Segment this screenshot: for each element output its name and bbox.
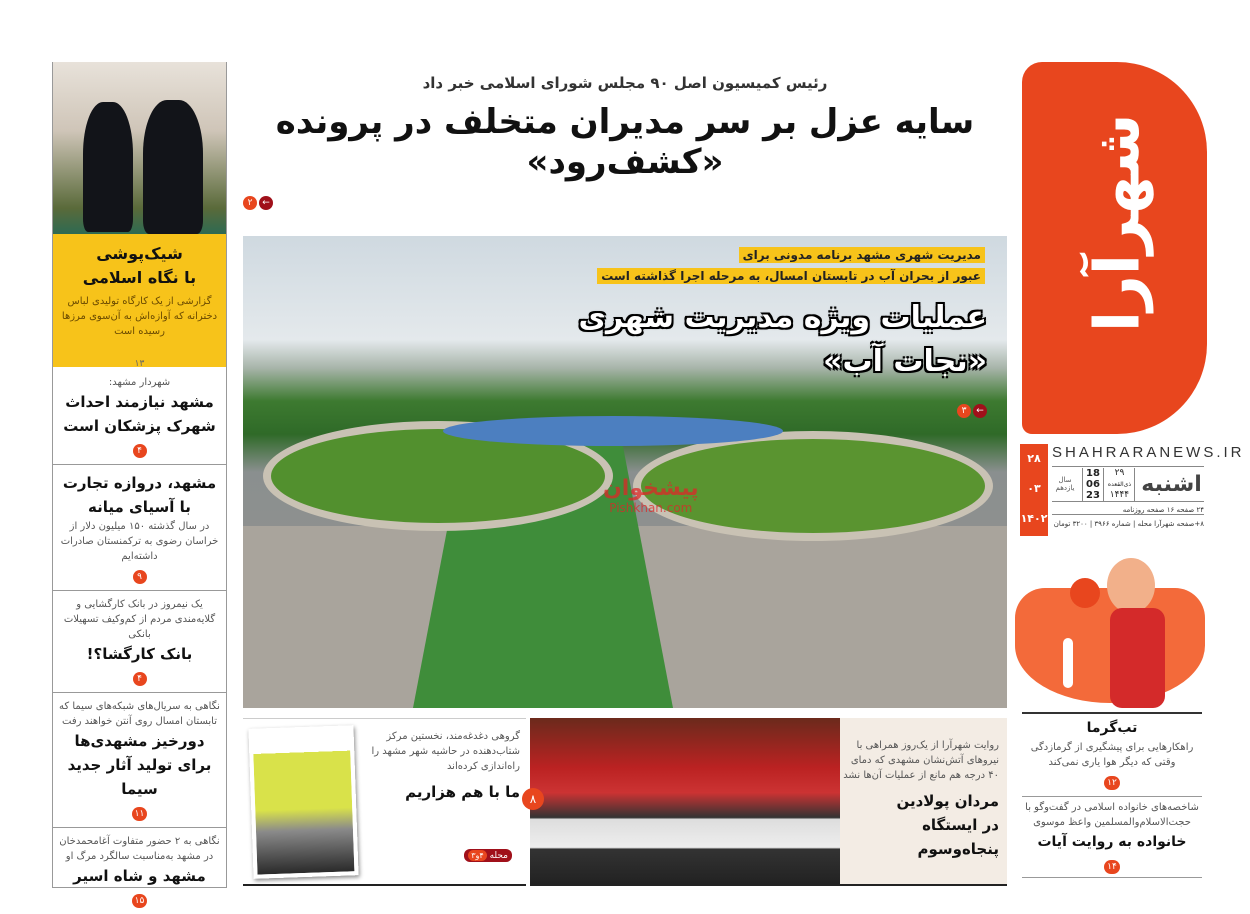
lead-headline: سایه عزل بر سر مدیران متخلف در پرونده «کشف‌رود» bbox=[275, 102, 975, 182]
summary: در سال گذشته ۱۵۰ میلیون دلار از خراسان رضوی به ترکمنستان صادرات داشته‌ایم bbox=[60, 521, 219, 562]
pages-line: ۲۴ صفحه ۱۶ صفحه روزنامه bbox=[1052, 506, 1204, 515]
page-badge: ۴ bbox=[133, 672, 147, 686]
lead-page-ref[interactable] bbox=[243, 196, 273, 210]
story-fashion[interactable] bbox=[53, 62, 226, 367]
heat-illustration bbox=[1015, 548, 1205, 708]
headline: در ایستگاه پنجاه‌وسوم bbox=[917, 816, 999, 858]
watermark-text: پیشخوان bbox=[603, 476, 699, 501]
headline: مشهد نیازمند احداث bbox=[65, 393, 214, 411]
kicker: نگاهی به سریال‌های شبکه‌های سیما که تابستان امسال روی آنتن خواهند رفت bbox=[59, 701, 220, 727]
weekday: اشنبه bbox=[1141, 471, 1202, 497]
story-heat[interactable] bbox=[1022, 712, 1202, 790]
section-label: محله bbox=[489, 851, 508, 861]
logo-text: شهرآرا bbox=[1080, 113, 1154, 333]
story-shah[interactable] bbox=[53, 828, 226, 914]
headline-line: «نجات آب» bbox=[823, 344, 987, 379]
solar-day: ۲۸ bbox=[1027, 452, 1041, 465]
story-bank[interactable] bbox=[53, 591, 226, 693]
magazine-cover bbox=[248, 725, 358, 879]
lead-kicker: رئیس کمیسیون اصل ۹۰ مجلس شورای اسلامی خبر داد bbox=[422, 74, 828, 92]
left-column bbox=[52, 62, 227, 906]
solar-month: ۰۳ bbox=[1027, 482, 1041, 495]
feature-page-ref[interactable] bbox=[957, 404, 987, 418]
story-magazine[interactable] bbox=[243, 718, 526, 886]
page-badge: ۴ bbox=[133, 444, 147, 458]
sun-icon bbox=[1070, 578, 1100, 608]
kicker: شهردار مشهد: bbox=[108, 377, 171, 388]
headline: مردان پولادین bbox=[896, 792, 999, 810]
kicker: شاخصه‌های خانواده اسلامی در گفت‌وگو با حجت‌الاسلام‌والمسلمین واعظ موسوی bbox=[1025, 802, 1199, 828]
page-badge: ۸ bbox=[522, 788, 544, 810]
thermometer-icon bbox=[1063, 638, 1073, 688]
hijri-day: ۲۹ bbox=[1114, 467, 1125, 478]
headline: بانک کارگشا؟! bbox=[86, 645, 193, 663]
kicker: روایت شهرآرا از یک‌روز همراهی با نیروهای آتش‌نشان مشهدی که دمای ۴۰ درجه هم مانع از عملیات آن‌ها نشد bbox=[843, 740, 999, 781]
section-badge bbox=[464, 849, 512, 862]
masthead-logo bbox=[1022, 62, 1207, 434]
headline: با نگاه اسلامی bbox=[82, 268, 197, 287]
feature-kicker bbox=[597, 244, 985, 284]
headline-line: عملیات ویژه مدیریت شهری bbox=[578, 300, 987, 335]
arrow-left-icon: ← bbox=[259, 196, 273, 210]
feature-headline bbox=[579, 296, 987, 384]
headline: با آسیای میانه bbox=[88, 498, 191, 516]
watermark bbox=[603, 476, 699, 515]
story-medical-town[interactable] bbox=[53, 369, 226, 465]
greg-year: 23 bbox=[1086, 489, 1100, 501]
arrow-left-icon: ← bbox=[973, 404, 987, 418]
page-badge: ۱۱ bbox=[132, 807, 148, 821]
year-label: سال یازدهم bbox=[1055, 476, 1075, 492]
page-badge: ۲ bbox=[243, 196, 257, 210]
page-badge: ۹ bbox=[133, 570, 147, 584]
date-box bbox=[1020, 444, 1245, 536]
hijri-month: ذی‌القعده bbox=[1107, 480, 1132, 488]
lead-story[interactable] bbox=[243, 74, 1007, 182]
page-badge: ۱۴ bbox=[1104, 860, 1120, 874]
headline: مشهد و شاه اسیر bbox=[73, 867, 206, 885]
headline: مشهد، دروازه تجارت bbox=[62, 474, 217, 492]
story-trade-gate[interactable] bbox=[53, 465, 226, 591]
greg-day: 18 bbox=[1086, 467, 1100, 479]
greg-month: 06 bbox=[1086, 478, 1100, 490]
watermark-url: Pishkhan.com bbox=[609, 501, 693, 515]
kicker-line: مدیریت شهری مشهد برنامه مدونی برای bbox=[739, 247, 985, 263]
firefighters-photo bbox=[530, 718, 840, 884]
feature-photo[interactable] bbox=[243, 236, 1007, 708]
page-badge: ۴و۳ bbox=[468, 850, 486, 861]
solar-year: ۱۴۰۲ bbox=[1020, 512, 1048, 525]
headline: برای تولید آثار جدید سیما bbox=[67, 756, 212, 798]
summary: گزارشی از یک کارگاه تولیدی لباس دخترانه که آوازه‌اش به آن‌سوی مرزها رسیده است bbox=[61, 296, 218, 337]
story-firefighters[interactable] bbox=[530, 718, 1007, 886]
headline: خانواده به روایت آیات bbox=[1037, 834, 1187, 850]
page-number: ۱۳ bbox=[134, 359, 145, 369]
headline: تب‌گرما bbox=[1086, 720, 1138, 736]
summary: راهکارهایی برای پیشگیری از گرمازدگی وقتی که دیگر هوا یاری نمی‌کند bbox=[1030, 742, 1194, 768]
hijri-year: ۱۴۴۴ bbox=[1109, 489, 1130, 500]
story-family[interactable] bbox=[1022, 796, 1202, 878]
story-tv-series[interactable] bbox=[53, 693, 226, 828]
kicker: گروهی دغدغه‌مند، نخستین مرکز شتاب‌دهنده در حاشیه شهر مشهد را راه‌اندازی کرده‌اند bbox=[371, 731, 520, 772]
headline: شهرک پزشکان است bbox=[63, 417, 216, 435]
page-badge: ۱۵ bbox=[132, 894, 148, 908]
page-badge: ۱۲ bbox=[1104, 776, 1120, 790]
headline: ما با هم هزاریم bbox=[405, 783, 520, 801]
kicker: یک نیمروز در بانک کارگشایی و گلایه‌مندی مردم از کم‌وکیف تسهیلات بانکی bbox=[63, 599, 216, 640]
site-url[interactable]: SHAHRARANEWS.IR bbox=[1052, 444, 1245, 461]
headline: شیک‌پوشی bbox=[96, 244, 183, 263]
page-badge: ۳ bbox=[957, 404, 971, 418]
headline: دورخیز مشهدی‌ها bbox=[74, 732, 205, 750]
issue-line: ۸+صفحه شهرآرا محله | شماره ۳۹۶۶ | ۳۲۰۰ تومان bbox=[1053, 520, 1204, 528]
fashion-photo bbox=[53, 62, 226, 234]
kicker-line: عبور از بحران آب در تابستان امسال، به مرحله اجرا گذاشته است bbox=[597, 268, 985, 284]
kicker: نگاهی به ۲ حضور متفاوت آغامحمدخان در مشهد به‌مناسبت سالگرد مرگ او bbox=[59, 836, 220, 862]
